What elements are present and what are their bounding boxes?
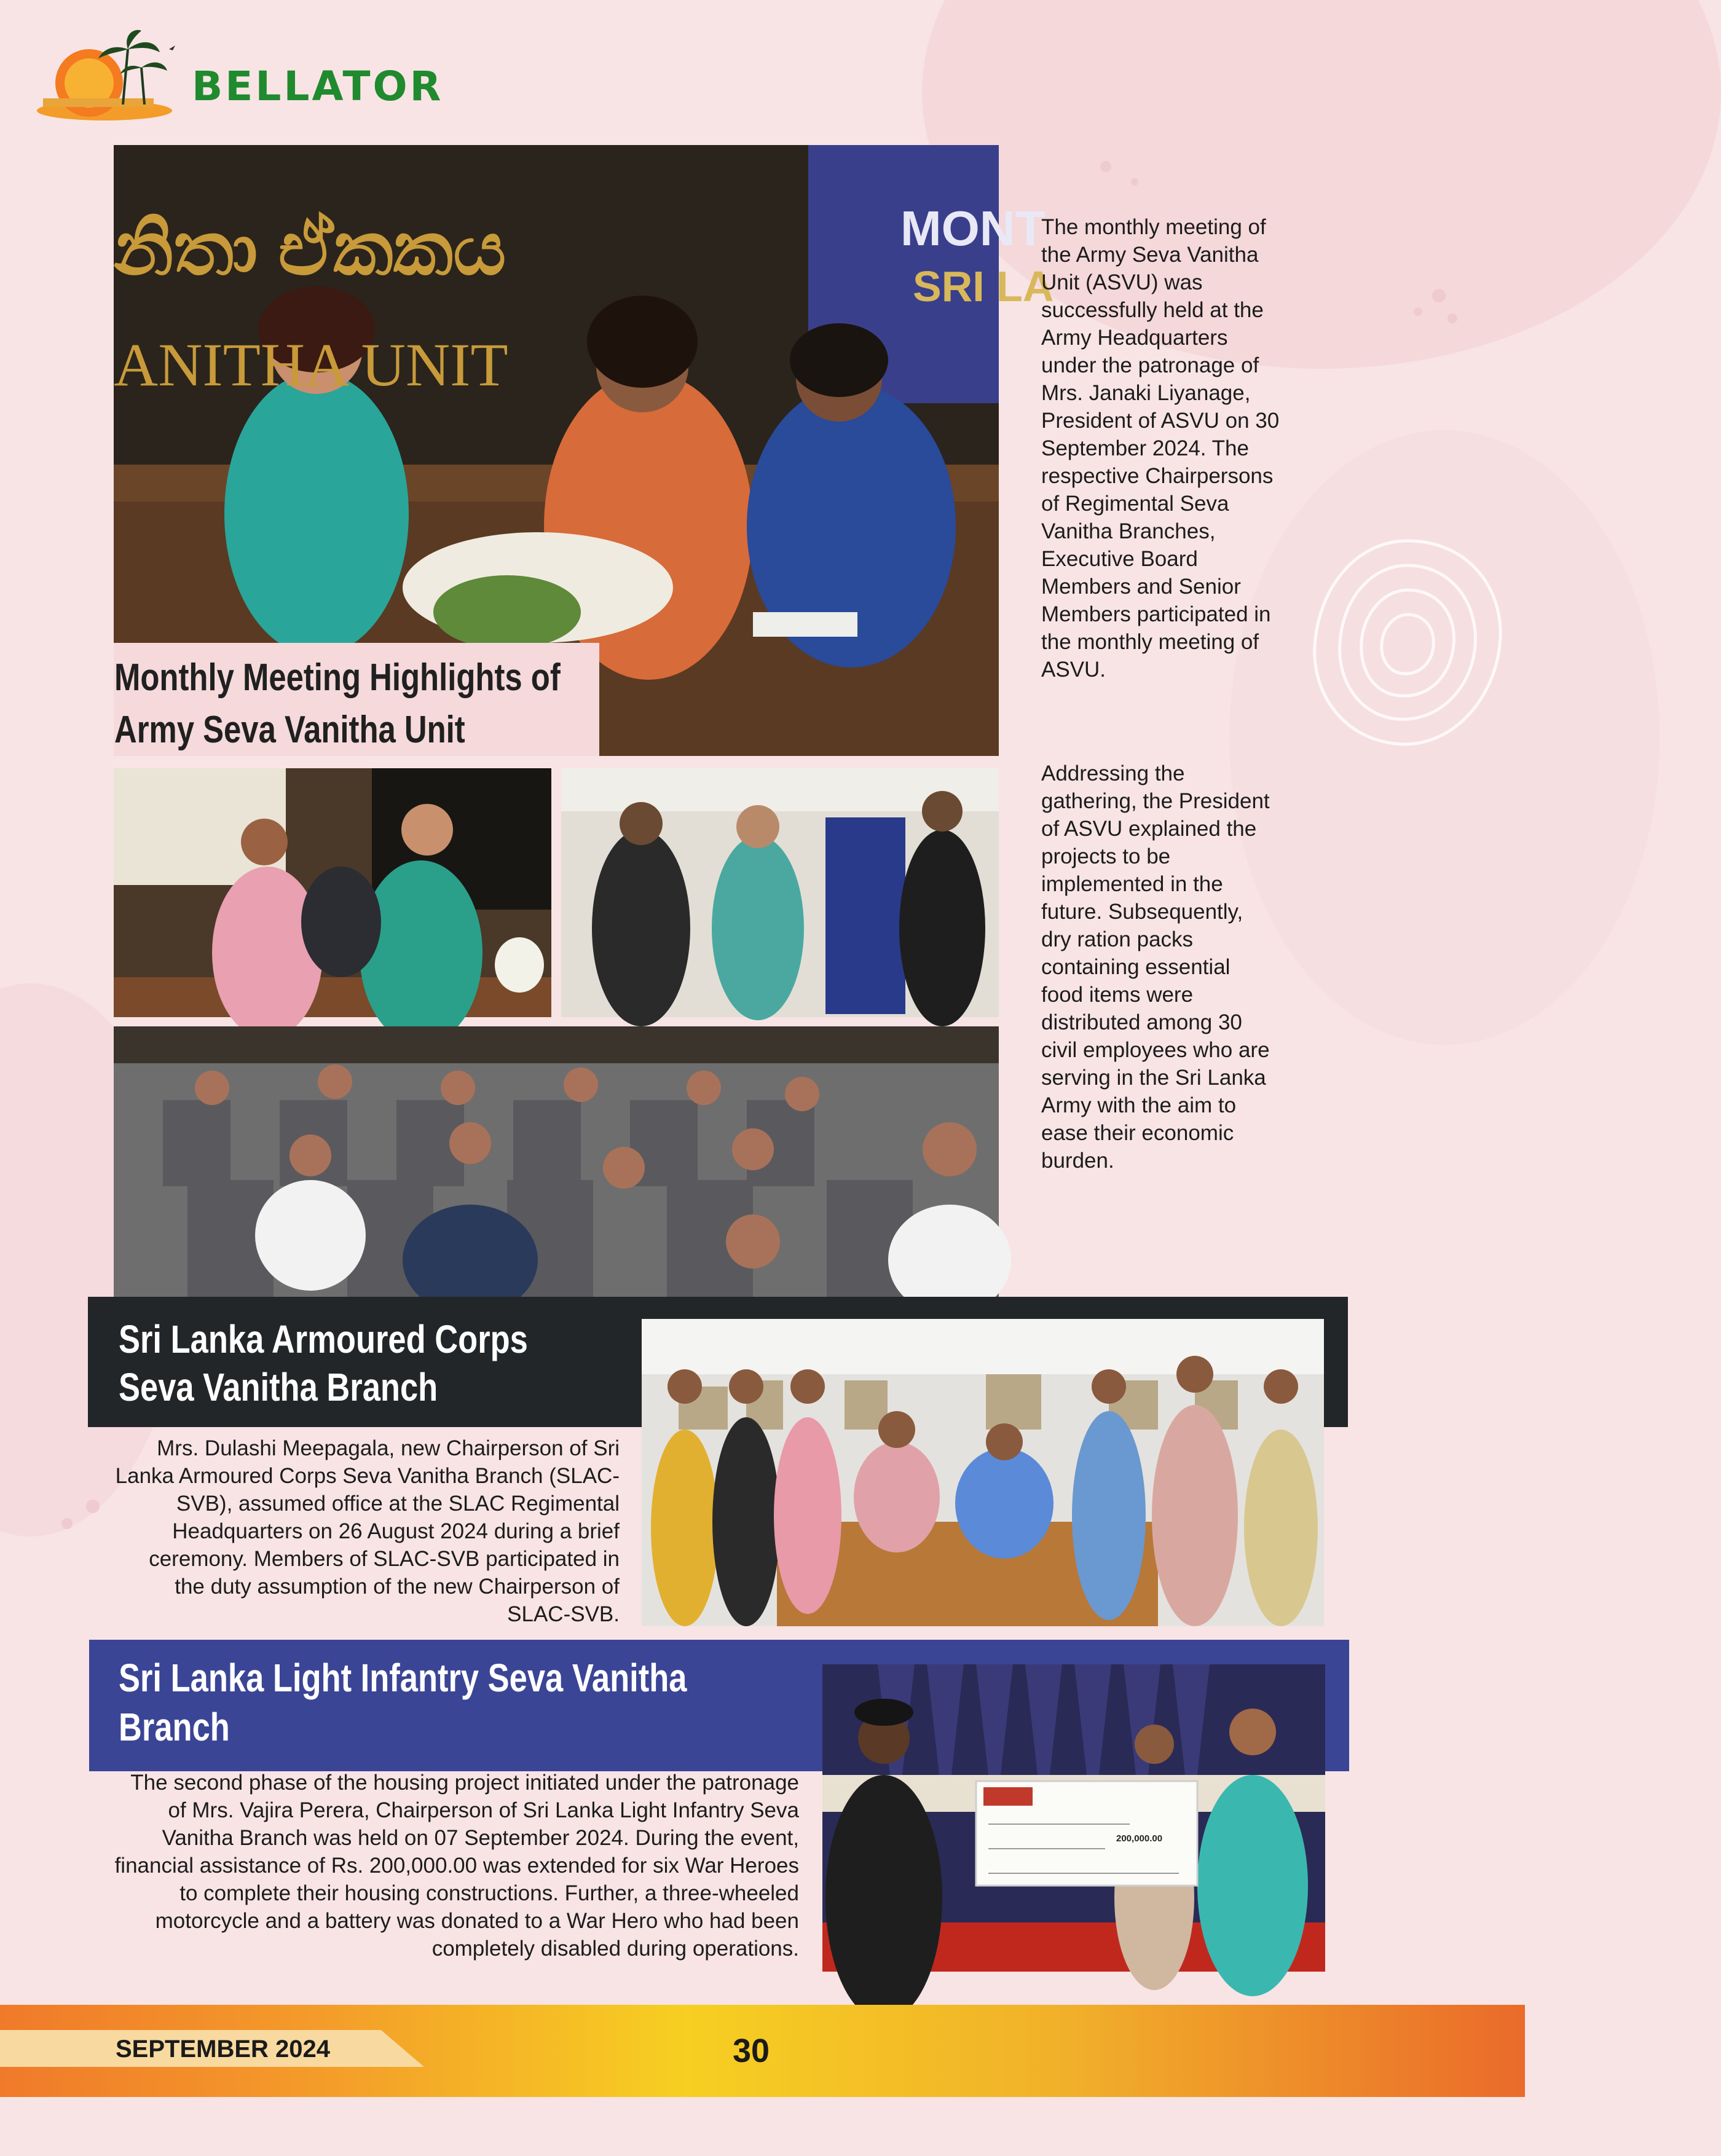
cheque-amount: 200,000.00 [1116,1833,1163,1844]
audience-photo [114,1026,999,1297]
article3-body: The second phase of the housing project initiated under the patronage of Mrs. Vajira Perera, Chairperson of Sri Lanka Light Infantry Seva Vanitha Branch was held on 07 September 2024. During the event, financial assistance of Rs. 200,000.00 was extended for six War Heroes to complete their housing constructions. Further, a three-wheeled motorcycle and a battery was donated to a War Hero who had been completely disabled during operations. [114,1771,799,1961]
footer-date: SEPTEMBER 2024 [116,2036,331,2063]
donation-photo-fridge [561,768,999,1017]
screen-text-1: MONT [900,201,1046,256]
screen-text-2: SRI LA [913,262,1054,310]
donation-photo-bag [114,768,551,1017]
article2-title: Sri Lanka Armoured Corps Seva Vanitha Branch [119,1317,528,1409]
page-number: 30 [733,2032,770,2069]
light-infantry-photo [822,1664,1325,1972]
article1-paragraph-1: The monthly meeting of the Army Seva Vanitha Unit (ASVU) was successfully held at the Army Headquarters under the patronage of Mrs. Janaki Liyanage, President of ASVU on 30 September 2024. The respective Chairpersons of Regimental Seva Vanitha Branches, Executive Board Members and Senior Members participated in the monthly meeting of ASVU. [1041,215,1280,682]
decor-dot [61,1518,73,1529]
decor-dot [86,1500,100,1513]
decor-dot [1414,307,1422,316]
article1-paragraph-2: Addressing the gathering, the President of ASVU explained the projects to be implemented in the future. Subsequently, dry ration packs containing essential food items were distributed among 30 civil employees who are serving in the Sri Lanka Army with the aim to ease their economic burden. [1041,761,1270,1173]
contour-line-decoration [1291,516,1524,774]
armoured-corps-photo [642,1319,1324,1626]
article1-title: Monthly Meeting Highlights of Army Seva Vanitha Unit [114,656,561,751]
decor-dot [1131,178,1138,186]
article2-body: Mrs. Dulashi Meepagala, new Chairperson of Sri Lanka Armoured Corps Seva Vanitha Branch (SLAC-SVB), assumed office at the SLAC Regimental Headquarters on 26 August 2024 during a brief ceremony. Members of SLAC-SVB participated in the duty assumption of the new Chairperson of SLAC-SVB. [115,1436,620,1626]
photo-signage-sinhala: නිතා ඒකකය [114,208,506,290]
brand-logo [31,25,184,135]
brand-name: BELLATOR [192,63,444,110]
decor-dot [1432,289,1446,302]
decor-dot [1447,313,1457,323]
decor-dot [1100,161,1111,172]
photo-signage-english: ANITHA UNIT [114,331,508,399]
article3-title: Sri Lanka Light Infantry Seva Vanitha Branch [119,1656,687,1749]
